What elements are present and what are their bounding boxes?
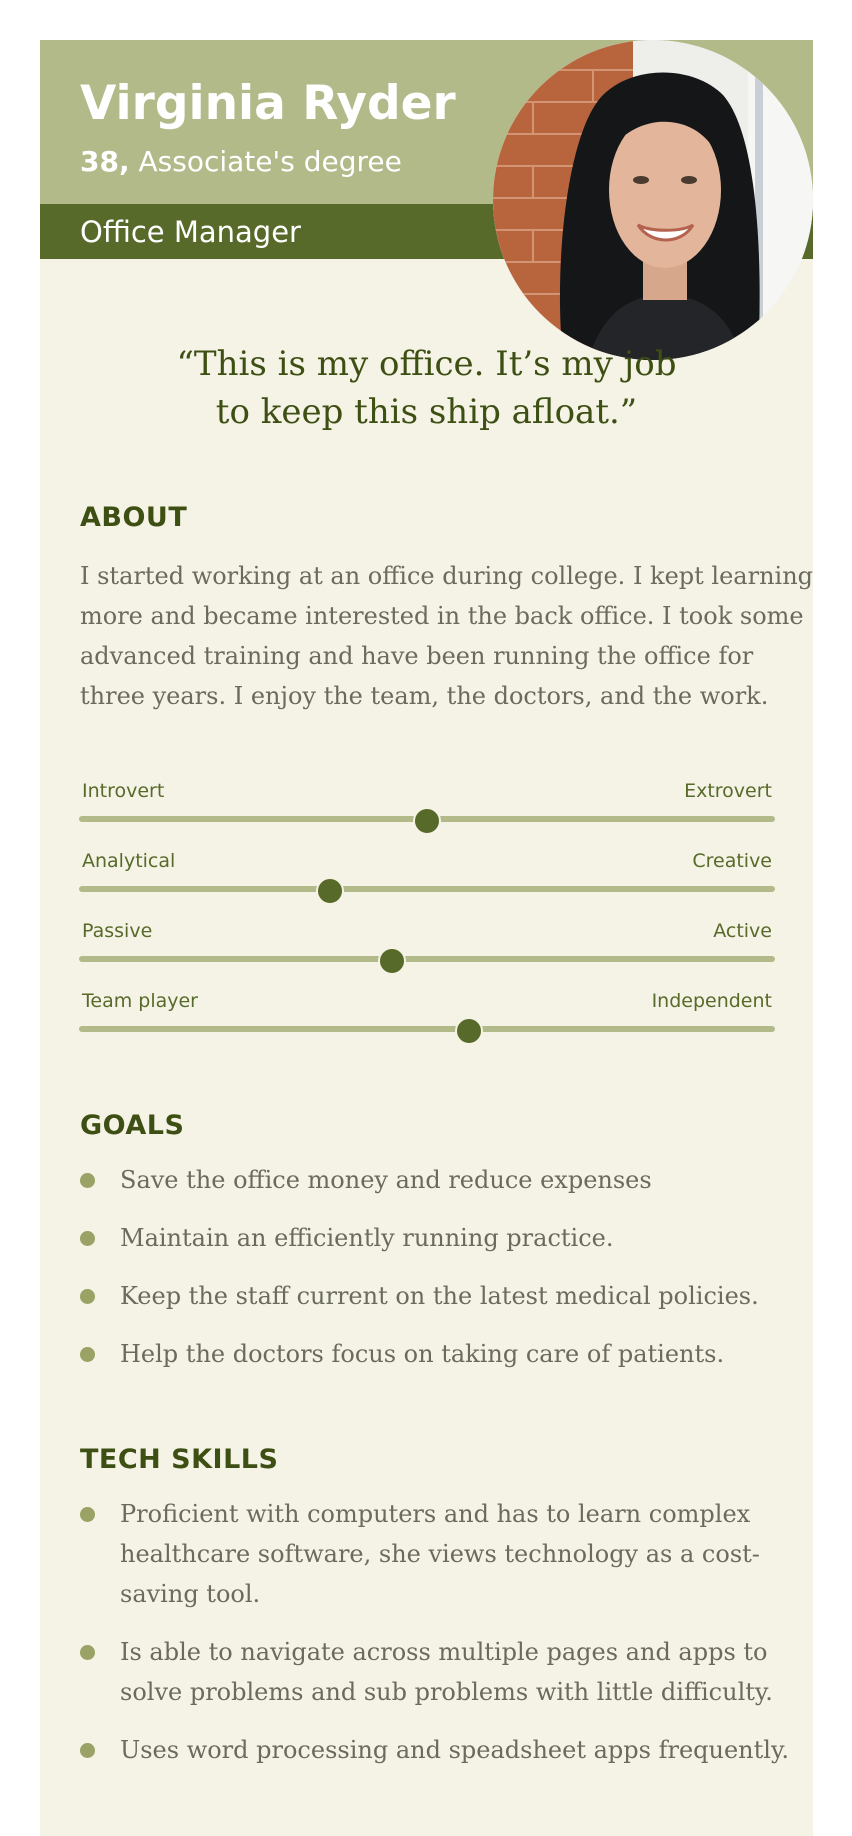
trait-slider-passive-active <box>79 920 775 980</box>
goals-list <box>80 1160 780 1374</box>
trait-left-label: Introvert <box>82 780 165 802</box>
about-text <box>80 556 814 716</box>
bullet-icon <box>80 1289 95 1304</box>
persona-role: Office Manager <box>80 215 301 249</box>
trait-slider-teamplayer-independent <box>79 990 775 1050</box>
quote-line: “This is my office. It’s my job <box>176 344 677 384</box>
list-item: Help the doctors focus on taking care of patients. <box>80 1334 780 1374</box>
about-line: more and became interested in the back office. I took some <box>80 602 804 630</box>
trait-track <box>79 886 775 892</box>
list-item: Proficient with computers and has to learn complex healthcare software, she views technology as a cost- saving tool. <box>80 1494 780 1614</box>
list-item: Keep the staff current on the latest medical policies. <box>80 1276 780 1316</box>
quote-line: to keep this ship afloat.” <box>215 392 638 432</box>
trait-track <box>79 956 775 962</box>
trait-right-label: Extrovert <box>684 780 772 802</box>
persona-age: 38, <box>80 145 130 178</box>
persona-photo <box>493 40 813 360</box>
trait-slider-introvert-extrovert <box>79 780 775 840</box>
trait-knob <box>455 1017 483 1045</box>
trait-knob <box>413 807 441 835</box>
persona-quote <box>40 340 813 436</box>
persona-subtitle <box>80 145 402 178</box>
trait-left-label: Passive <box>82 920 153 942</box>
trait-right-label: Active <box>713 920 772 942</box>
bullet-icon <box>80 1645 95 1660</box>
bullet-icon <box>80 1743 95 1758</box>
bullet-icon <box>80 1507 95 1522</box>
trait-right-label: Creative <box>692 850 772 872</box>
about-line: I started working at an office during college. I kept learning <box>80 562 814 590</box>
bullet-icon <box>80 1231 95 1246</box>
persona-name: Virginia Ryder <box>80 76 456 131</box>
tech-skills-list <box>80 1494 789 1770</box>
list-item: Is able to navigate across multiple pages and apps to solve problems and sub problems with little difficulty. <box>80 1632 780 1712</box>
trait-knob <box>378 947 406 975</box>
trait-right-label: Independent <box>651 990 772 1012</box>
about-line: three years. I enjoy the team, the doctors, and the work. <box>80 682 769 710</box>
trait-knob <box>316 877 344 905</box>
bullet-icon <box>80 1347 95 1362</box>
tech-skills-heading: TECH SKILLS <box>80 1444 279 1475</box>
trait-left-label: Team player <box>82 990 198 1012</box>
bullet-icon <box>80 1173 95 1188</box>
list-item: Save the office money and reduce expenses <box>80 1160 780 1200</box>
about-heading: ABOUT <box>80 502 188 533</box>
trait-track <box>79 1026 775 1032</box>
trait-left-label: Analytical <box>82 850 176 872</box>
persona-education: Associate's degree <box>138 145 402 178</box>
trait-slider-analytical-creative <box>79 850 775 910</box>
list-item: Uses word processing and speadsheet apps frequently. <box>80 1730 780 1770</box>
list-item: Maintain an efficiently running practice. <box>80 1218 780 1258</box>
about-line: advanced training and have been running the office for <box>80 642 754 670</box>
portrait-image <box>493 40 813 360</box>
goals-heading: GOALS <box>80 1110 185 1141</box>
